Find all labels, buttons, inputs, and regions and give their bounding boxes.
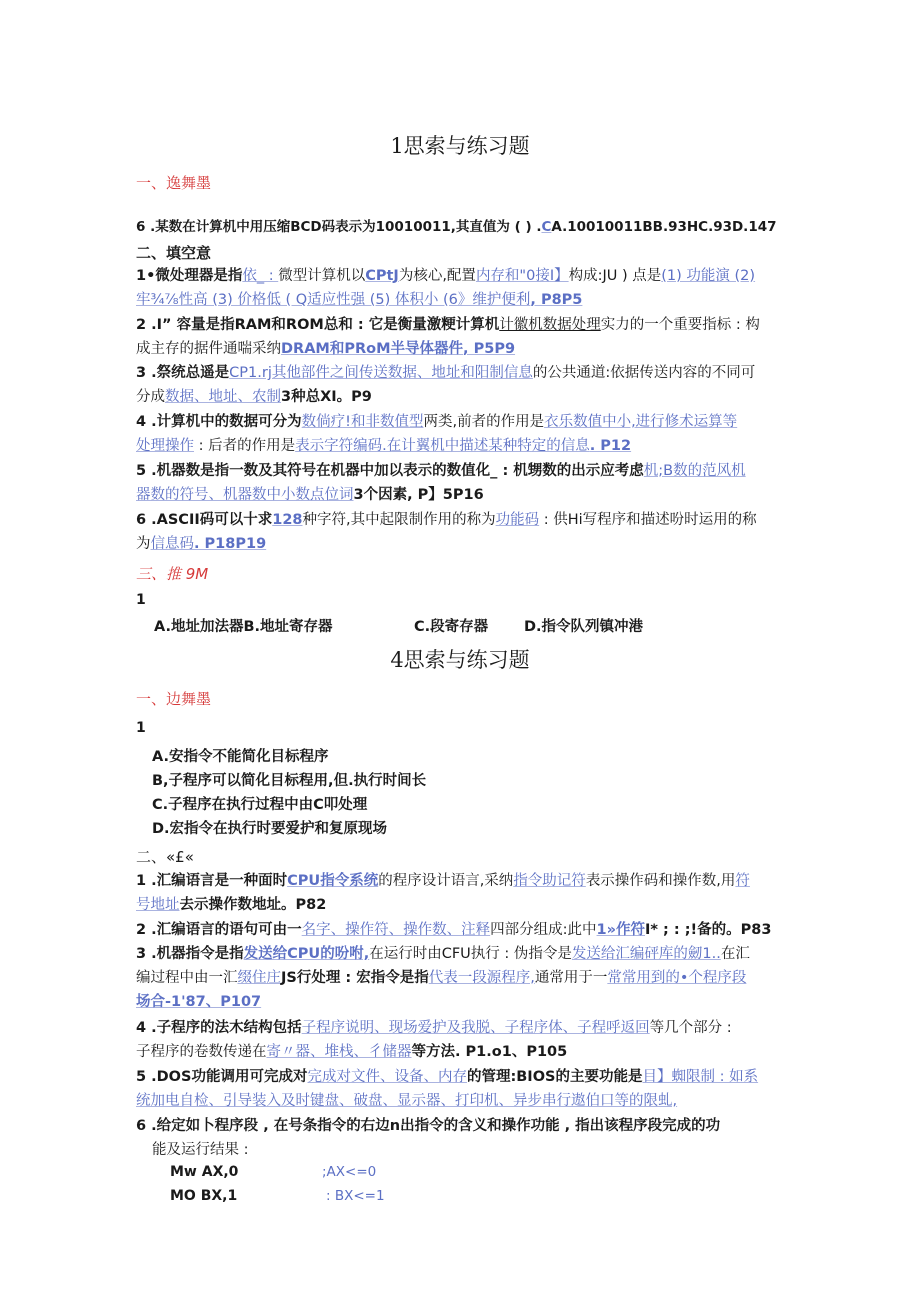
answer: 名字、操作符、操作数、注释 [301,922,491,938]
code-line-1-comment: ;AX<=0 [322,1164,377,1180]
text: 通常用于一 [534,970,608,986]
text: 能及运行结果 : [152,1142,249,1158]
page-ref: . P12 [589,438,632,454]
text: 6 .ASCII码可以十求 [136,512,273,528]
answer: 1»作符 [596,922,646,938]
text: 4 .计算机中的数据可分为 [136,414,302,430]
answer: CP1.rj其他部件之间传送数据、地址和阳制信息 [229,365,533,381]
text: 编过程中由一汇 [136,970,238,986]
text: 子程序的卷数传递在 [136,1044,267,1060]
ch1-q1-option-ab: A.地址加法器B.地址寄存器 [154,619,333,635]
chapter4-section1-heading: 一、边舞墨 [136,690,212,708]
ch4-q1-option-b: B,子程序可以简化目标程用,但.执行时间长 [152,773,427,789]
answer: 机;B数的范风机 [643,463,746,479]
text: 3种总XI。P9 [281,389,372,405]
text: 两类,前者的作用是 [423,414,545,430]
text: 在汇 [720,946,750,962]
answer: (1) 功能演 (2) [661,268,756,284]
answer: 依_ : [242,268,279,284]
answer: 寄〃器、堆栈、彳储器 [266,1044,412,1060]
q6-options: A.10010011BB.93HC.93D.147 [551,219,777,235]
answer: 目】蜘限制 : 如系 [642,1069,759,1085]
answer: 128 [272,512,303,528]
text: 分成 [136,389,165,405]
chapter1-section1-heading: 一、逸舞墨 [136,174,212,192]
answer: 完成对文件、设备、内存 [307,1069,467,1085]
chapter1-section2-heading: 二、填空意 [136,244,212,262]
ch1-fill5-line2 [136,484,786,507]
text: 3个因素, P】5P16 [353,487,484,503]
ch4-fill6-line1 [136,1115,786,1138]
ch4-fill4-line1 [136,1017,786,1040]
answer: 发送给CPU的吩咐, [243,946,370,962]
text: 2 .I” 容量是指RAM和ROM总和 : 它是衡量激粳计算机 [136,317,500,333]
ch1-fill3-line2 [136,386,786,409]
chapter1-title: 1思索与练习题 [390,134,530,158]
text: 3 .祭统总遥是 [136,365,230,381]
answer: 指令助记符 [513,873,586,889]
text: 2 .汇编语言的语句可由一 [136,922,302,938]
ch1-q1-option-c: C.段寄存器 [414,619,489,635]
text: 4 .子程序的法木结构包括 [136,1020,302,1036]
ch4-q1-option-a: A.安指令不能简化目标程序 [152,749,329,765]
text: 实力的一个重要指标 : 构 [600,317,760,333]
text: 1•微处理器是指 [136,268,243,284]
answer: 代表一段源程序, [428,970,535,986]
answer: 处理操作 [136,438,194,454]
ch4-fill4-line2 [136,1041,786,1064]
ch1-fill2-line1 [136,314,786,337]
chapter4-section2-heading: 二、«£« [136,848,194,866]
ch1-q1-option-d: D.指令队列镇冲港 [524,619,644,635]
text: 等方法. P1.o1、P105 [411,1044,568,1060]
answer: 数倘疗!和非数值型 [301,414,424,430]
answer: 信息码 [150,536,194,552]
text: 四部分组成:此中 [490,922,597,938]
ch1-fill4-line1 [136,411,786,434]
page-ref: , P5P9 [463,341,516,357]
ch4-fill2-line1 [136,919,786,942]
ch1-fill1-line1 [136,265,786,288]
answer: 内存和"0接I】 [475,268,569,284]
text: I* ; : ;!备的。P83 [645,922,772,938]
chapter4-title: 4思索与练习题 [390,648,530,672]
text: 的程序设计语言,采纳 [378,873,514,889]
ch4-q1-num: 1 [136,720,146,736]
answer: CPU指令系统 [287,873,379,889]
answer: 符 [735,873,750,889]
chapter1-q6 [136,216,786,239]
ch1-fill5-line1 [136,460,786,483]
answer: 器数的符号、机器数中小数点位词 [136,487,354,503]
chapter1-section3-heading: 三、推 9M [136,565,209,583]
code-line-2-comment: : BX<=1 [326,1188,385,1204]
answer: DRAM和PRoM半导体器件 [281,341,464,357]
text: 1 .汇编语言是一种面时 [136,873,288,889]
answer: CPtJ [365,268,399,284]
ch4-fill1-line1 [136,870,786,893]
text: 的公共通道:依据传送内容的不同可 [532,365,756,381]
text: 成主存的据件通喘采纳 [136,341,281,357]
text: 5 .DOS功能调用可完成对 [136,1069,308,1085]
answer: 发送给汇编砰库的劒1.. [571,946,721,962]
text: 在运行时由CFU执行 : 伪指令是 [369,946,572,962]
ch1-fill1-line2 [136,289,786,312]
text: : 供Hi写程序和描述吩时运用的称 [539,512,757,528]
q6-answer: C [541,219,552,235]
text: 6 .给定如卜程序段 , 在号条指令的右边n出指令的含义和操作功能 , 指出该程序段完成的功 [136,1118,721,1134]
answer: 数据、地址、农制 [165,389,281,405]
text: 表示操作码和操作数,用 [585,873,736,889]
ch1-fill6-line2 [136,533,786,556]
ch1-q1-num: 1 [136,592,146,608]
ch4-fill3-line3 [136,991,786,1014]
ch4-fill3-line2 [136,967,786,990]
text: : 后者的作用是 [194,438,296,454]
text: 为 [136,536,151,552]
text: 种字符,其中起限制作用的称为 [302,512,496,528]
answer: 常常用到的•个程序段 [607,970,747,986]
page-ref: . P18P19 [194,536,267,552]
answer: 统加电自检、引导装入及时键盘、破盘、显示器、打印机、异步串行遨伯口等的限虬, [136,1093,678,1109]
ch4-q1-option-c: C.子程序在执行过程中由C叩处理 [152,797,368,813]
text: 构成:JU ) 点是 [568,268,662,284]
answer: 衣乐数值中小,进行修术运算等 [544,414,738,430]
q6-text: 6 .某数在计算机中用压缩BCD码表示为10010011,其直值为 ( ) . [136,219,542,235]
answer: 计徽机数据处理 [499,317,601,333]
answer: 场合-1'87、P107 [136,994,262,1010]
answer: 牢¾⅞性高 (3) 价格低 ( Q适应性强 (5) 体积小 (6》维护便利 [136,292,531,308]
answer: 子程序说明、现场爱护及我脱、子程序体、子程呼返回 [301,1020,650,1036]
page-ref: , P8P5 [530,292,583,308]
code-line-1-instr: Mw AX,0 [170,1164,239,1180]
ch4-fill3-line1 [136,943,786,966]
ch4-fill5-line1 [136,1066,786,1089]
text: 5 .机器数是指一数及其符号在机器中加以表示的数值化_ : 机甥数的出示应考虑 [136,463,644,479]
ch4-fill6-line2 [152,1139,802,1162]
answer: 号地址 [136,897,180,913]
ch4-fill5-line2 [136,1090,786,1113]
ch1-fill3-line1 [136,362,786,385]
ch4-fill1-line2 [136,894,786,917]
text: JS行处理 : 宏指令是指 [281,970,429,986]
answer: 功能码 [495,512,540,528]
ch1-fill6-line1 [136,509,786,532]
text: 的管理:BIOS的主要功能是 [466,1069,643,1085]
text: 去示操作数地址。P82 [179,897,327,913]
answer: 缀住庄 [237,970,281,986]
ch1-fill2-line2 [136,338,786,361]
text: 为核心,配置 [398,268,476,284]
text: 等几个部分 : [649,1020,732,1036]
ch4-q1-option-d: D.宏指令在执行时要爱护和复原现场 [152,821,388,837]
ch1-fill4-line2 [136,435,786,458]
code-line-2-instr: MO BX,1 [170,1188,238,1204]
text: 微型计算机以 [278,268,366,284]
text: 3 .机器指令是指 [136,946,244,962]
answer: 表示字符编码.在计翼机中描述某种特定的信息 [295,438,590,454]
